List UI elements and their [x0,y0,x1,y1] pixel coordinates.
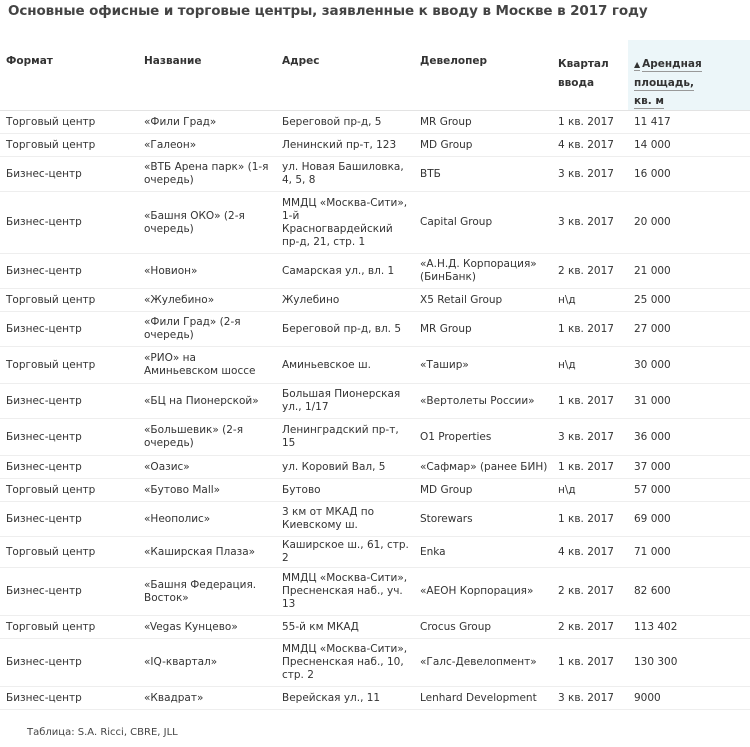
cell-quarter: 1 кв. 2017 [552,312,628,347]
cell-name: «Неополис» [138,502,276,537]
cell-area: 30 000 [628,347,750,384]
cell-address: ММДЦ «Москва-Сити», Пресненская наб., уч. 13 [276,568,414,616]
cell-developer: ВТБ [414,157,552,192]
cell-area: 37 000 [628,456,750,479]
cell-developer: MR Group [414,312,552,347]
header-area-label-1: Арендная площадь, [634,58,702,89]
table-row [0,687,750,710]
cell-developer: MR Group [414,111,552,134]
cell-address: Каширское ш., 61, стр. 2 [276,537,414,568]
cell-developer: Crocus Group [414,616,552,639]
cell-name: «БЦ на Пионерской» [138,384,276,419]
cell-name: «Башня Федерация. Восток» [138,568,276,616]
cell-format: Бизнес-центр [0,687,138,710]
header-address[interactable] [276,40,414,111]
cell-name: «Оазис» [138,456,276,479]
table-row [0,616,750,639]
table-row [0,254,750,289]
table-row [0,384,750,419]
cell-format: Бизнес-центр [0,502,138,537]
cell-format: Бизнес-центр [0,456,138,479]
cell-format: Бизнес-центр [0,254,138,289]
cell-area: 16 000 [628,157,750,192]
header-area-label-2: кв. м [634,95,664,107]
table-row [0,568,750,616]
cell-developer: О1 Properties [414,419,552,456]
cell-quarter: 1 кв. 2017 [552,111,628,134]
cell-name: «Большевик» (2-я очередь) [138,419,276,456]
cell-name: «Бутово Mall» [138,479,276,502]
cell-quarter: 3 кв. 2017 [552,192,628,254]
cell-address: Ленинский пр-т, 123 [276,134,414,157]
cell-format: Бизнес-центр [0,419,138,456]
cell-address: Береговой пр-д, вл. 5 [276,312,414,347]
table-row [0,347,750,384]
cell-format: Бизнес-центр [0,568,138,616]
table-row [0,456,750,479]
cell-format: Торговый центр [0,289,138,312]
cell-address: 3 км от МКАД по Киевскому ш. [276,502,414,537]
table-row [0,502,750,537]
cell-quarter: 2 кв. 2017 [552,568,628,616]
header-quarter-label-1: Квартал [558,58,609,70]
cell-name: «Жулебино» [138,289,276,312]
cell-address: Большая Пионерская ул., 1/17 [276,384,414,419]
cell-address: Верейская ул., 11 [276,687,414,710]
cell-area: 20 000 [628,192,750,254]
table-row [0,312,750,347]
cell-area: 36 000 [628,419,750,456]
cell-developer: X5 Retail Group [414,289,552,312]
cell-format: Торговый центр [0,479,138,502]
header-area-sorted[interactable] [628,40,750,111]
cell-developer: «А.Н.Д. Корпорация» (БинБанк) [414,254,552,289]
table-row [0,157,750,192]
cell-address: Самарская ул., вл. 1 [276,254,414,289]
cell-quarter: 2 кв. 2017 [552,616,628,639]
source-note: Таблица: S.A. Ricci, CBRE, JLL [27,727,178,738]
cell-address: Аминьевское ш. [276,347,414,384]
cell-address: Жулебино [276,289,414,312]
cell-address: ул. Коровий Вал, 5 [276,456,414,479]
cell-quarter: 1 кв. 2017 [552,639,628,687]
cell-quarter: 1 кв. 2017 [552,456,628,479]
header-quarter[interactable] [552,40,628,111]
cell-quarter: 4 кв. 2017 [552,537,628,568]
cell-name: «РИО» на Аминьевском шоссе [138,347,276,384]
cell-area: 27 000 [628,312,750,347]
cell-address: 55-й км МКАД [276,616,414,639]
header-name[interactable] [138,40,276,111]
cell-format: Торговый центр [0,134,138,157]
header-developer-label: Девелопер [420,55,488,67]
cell-format: Торговый центр [0,616,138,639]
cell-quarter: 4 кв. 2017 [552,134,628,157]
cell-format: Торговый центр [0,537,138,568]
cell-area: 21 000 [628,254,750,289]
header-format-label: Формат [6,55,53,67]
table-row [0,479,750,502]
cell-developer: «Сафмар» (ранее БИН) [414,456,552,479]
cell-developer: Lenhard Development [414,687,552,710]
cell-address: Ленинградский пр-т, 15 [276,419,414,456]
cell-format: Бизнес-центр [0,312,138,347]
header-developer[interactable] [414,40,552,111]
cell-area: 82 600 [628,568,750,616]
cell-area: 57 000 [628,479,750,502]
header-address-label: Адрес [282,55,320,67]
cell-developer: Storewars [414,502,552,537]
cell-name: «ВТБ Арена парк» (1-я очередь) [138,157,276,192]
cell-format: Бизнес-центр [0,639,138,687]
table-title: Основные офисные и торговые центры, заявленные к вводу в Москве в 2017 году [8,3,648,19]
cell-quarter: 1 кв. 2017 [552,502,628,537]
cell-format: Бизнес-центр [0,157,138,192]
cell-format: Бизнес-центр [0,384,138,419]
cell-format: Торговый центр [0,347,138,384]
cell-name: «Vegas Кунцево» [138,616,276,639]
table-row [0,111,750,134]
cell-developer: «АЕОН Корпорация» [414,568,552,616]
cell-developer: Enka [414,537,552,568]
cell-quarter: 3 кв. 2017 [552,419,628,456]
cell-developer: «Ташир» [414,347,552,384]
cell-quarter: 3 кв. 2017 [552,687,628,710]
cell-quarter: н\д [552,289,628,312]
cell-name: «Квадрат» [138,687,276,710]
cell-name: «Фили Град» [138,111,276,134]
cell-name: «Каширская Плаза» [138,537,276,568]
cell-area: 130 300 [628,639,750,687]
table-row [0,537,750,568]
header-name-label: Название [144,55,202,67]
cell-quarter: 3 кв. 2017 [552,157,628,192]
data-table [0,40,750,710]
cell-quarter: н\д [552,479,628,502]
cell-area: 71 000 [628,537,750,568]
cell-quarter: 1 кв. 2017 [552,384,628,419]
cell-area: 9000 [628,687,750,710]
cell-area: 31 000 [628,384,750,419]
header-format[interactable] [0,40,138,111]
cell-name: «Новион» [138,254,276,289]
table-body [0,111,750,710]
cell-developer: MD Group [414,134,552,157]
sort-ascending-icon: ▲ [634,60,641,69]
cell-developer: Capital Group [414,192,552,254]
cell-developer: MD Group [414,479,552,502]
cell-address: ММДЦ «Москва-Сити», Пресненская наб., 10, стр. 2 [276,639,414,687]
cell-developer: «Галс-Девелопмент» [414,639,552,687]
cell-format: Бизнес-центр [0,192,138,254]
table-row [0,289,750,312]
cell-name: «Башня ОКО» (2-я очередь) [138,192,276,254]
header-area-label [634,55,746,110]
cell-area: 25 000 [628,289,750,312]
cell-name: «Фили Град» (2-я очередь) [138,312,276,347]
table-row [0,134,750,157]
cell-area: 14 000 [628,134,750,157]
cell-area: 69 000 [628,502,750,537]
table-row [0,419,750,456]
cell-developer: «Вертолеты России» [414,384,552,419]
cell-area: 11 417 [628,111,750,134]
header-quarter-label-2: ввода [558,77,595,89]
cell-name: «Галеон» [138,134,276,157]
cell-format: Торговый центр [0,111,138,134]
cell-quarter: н\д [552,347,628,384]
table-row [0,639,750,687]
cell-address: ММДЦ «Москва-Сити», 1-й Красногвардейский пр-д, 21, стр. 1 [276,192,414,254]
cell-address: Береговой пр-д, 5 [276,111,414,134]
cell-name: «IQ-квартал» [138,639,276,687]
cell-area: 113 402 [628,616,750,639]
cell-quarter: 2 кв. 2017 [552,254,628,289]
header-row [0,40,750,111]
cell-address: Бутово [276,479,414,502]
cell-address: ул. Новая Башиловка, 4, 5, 8 [276,157,414,192]
table-row [0,192,750,254]
